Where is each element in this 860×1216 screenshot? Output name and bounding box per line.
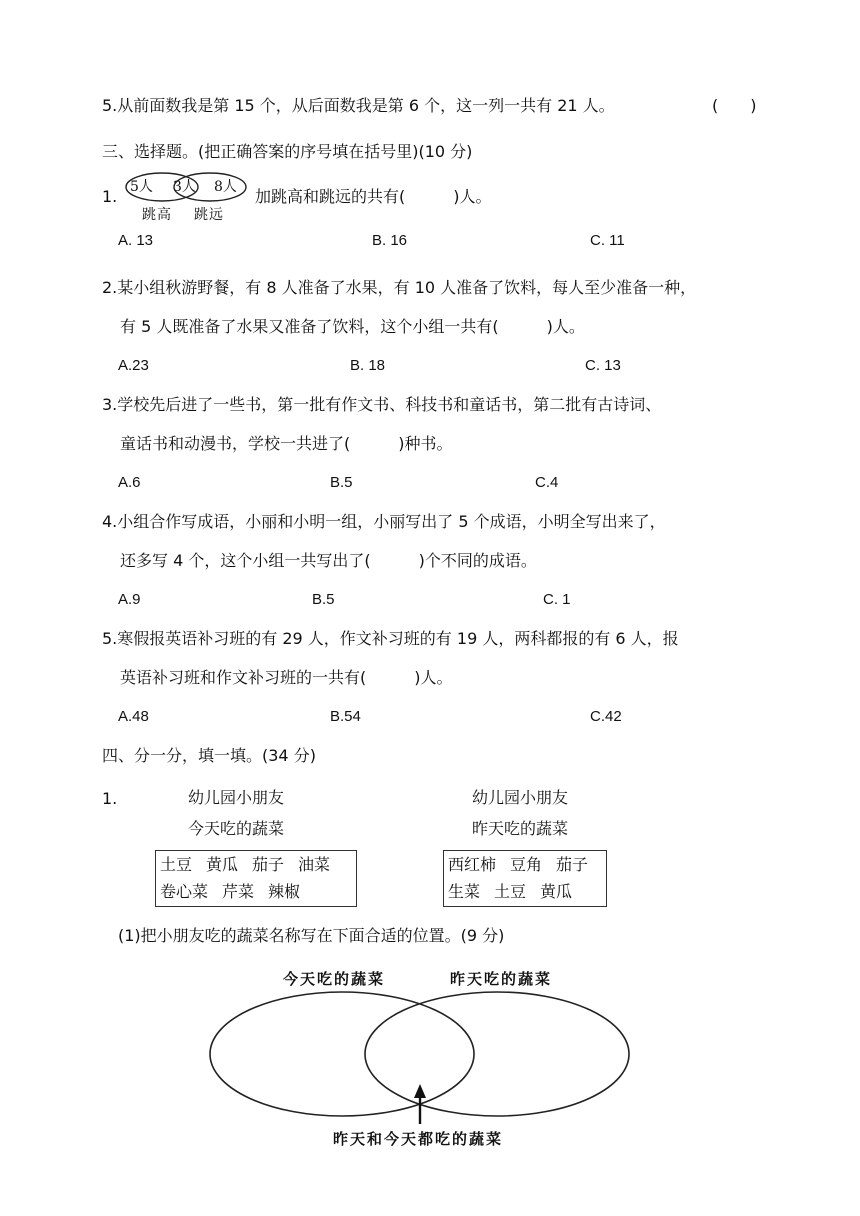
q3-option-a[interactable]: A.6 — [118, 474, 141, 491]
section-3-title: 三、选择题。(把正确答案的序号填在括号里)(10 分) — [102, 142, 473, 161]
q3-option-c[interactable]: C.4 — [535, 474, 559, 491]
venn-left-label: 今天吃的蔬菜 — [283, 970, 386, 988]
q3-line-1: 3.学校先后进了一些书，第一批有作文书、科技书和童话书，第二批有古诗词、 — [102, 395, 662, 414]
q1-text: 加跳高和跳远的共有( )人。 — [255, 187, 492, 206]
yesterday-card-title-1: 幼儿园小朋友 — [472, 788, 569, 807]
venn-today-oval[interactable] — [210, 992, 474, 1116]
q1-option-b[interactable]: B. 16 — [372, 232, 408, 249]
vegetable-item: 芹菜 — [222, 882, 255, 901]
mini-venn-mid-count: 3人 — [173, 179, 196, 195]
section-4-title: 四、分一分，填一填。(34 分) — [102, 746, 316, 765]
q2-option-a[interactable]: A.23 — [118, 357, 149, 374]
yesterday-vegetable-row-1 — [448, 855, 588, 875]
judge-answer-paren[interactable]: ( ) — [712, 96, 757, 115]
vegetable-item: 西红柿 — [448, 855, 497, 874]
vegetable-item: 卷心菜 — [160, 882, 209, 901]
today-vegetable-row-2 — [160, 882, 300, 902]
q2-option-b[interactable]: B. 18 — [350, 357, 386, 374]
q2-line-2: 有 5 人既准备了水果又准备了饮料，这个小组一共有( )人。 — [120, 317, 585, 336]
q5-option-a[interactable]: A.48 — [118, 708, 149, 725]
mini-venn-label-high-jump: 跳高 — [142, 207, 172, 223]
vegetable-item: 茄子 — [252, 855, 285, 874]
vegetable-item: 黄瓜 — [206, 855, 239, 874]
today-vegetable-row-1 — [160, 855, 330, 875]
q5-option-c[interactable]: C.42 — [590, 708, 622, 725]
q5-line-1: 5.寒假报英语补习班的有 29 人，作文补习班的有 19 人，两科都报的有 6 人，报 — [102, 629, 679, 648]
vegetable-item: 黄瓜 — [540, 882, 573, 901]
q4-line-2: 还多写 4 个，这个小组一共写出了( )个不同的成语。 — [120, 551, 537, 570]
judge-question-5: 5.从前面数我是第 15 个，从后面数我是第 6 个，这一列一共有 21 人。 — [102, 96, 615, 115]
q4-line-1: 4.小组合作写成语，小丽和小明一组，小丽写出了 5 个成语，小明全写出来了， — [102, 512, 666, 531]
mini-venn-right-count: 8人 — [214, 179, 237, 195]
section-4-sub-question-1: (1)把小朋友吃的蔬菜名称写在下面合适的位置。(9 分) — [118, 926, 505, 945]
mini-venn-label-long-jump: 跳远 — [194, 207, 224, 223]
section-4-q1-number: 1. — [102, 789, 118, 808]
venn-arrow-head-icon — [414, 1084, 426, 1098]
vegetable-item: 茄子 — [556, 855, 589, 874]
q5-line-2: 英语补习班和作文补习班的一共有( )人。 — [120, 668, 453, 687]
q1-option-a[interactable]: A. 13 — [118, 232, 154, 249]
mini-venn-diagram — [124, 171, 250, 225]
q3-line-2: 童话书和动漫书，学校一共进了( )种书。 — [120, 434, 453, 453]
vegetable-item: 土豆 — [494, 882, 527, 901]
q4-option-c[interactable]: C. 1 — [543, 591, 571, 608]
q4-option-a[interactable]: A.9 — [118, 591, 141, 608]
today-card-title-2: 今天吃的蔬菜 — [188, 819, 285, 838]
q4-option-b[interactable]: B.5 — [312, 591, 335, 608]
venn-right-label: 昨天吃的蔬菜 — [450, 970, 553, 988]
vegetable-item: 油菜 — [298, 855, 331, 874]
mini-venn-left-count: 5人 — [130, 179, 153, 195]
q1-number: 1. — [102, 187, 118, 206]
yesterday-card-title-2: 昨天吃的蔬菜 — [472, 819, 569, 838]
q1-option-c[interactable]: C. 11 — [590, 232, 625, 249]
venn-bottom-label: 昨天和今天都吃的蔬菜 — [333, 1130, 504, 1148]
today-card-title-1: 幼儿园小朋友 — [188, 788, 285, 807]
q2-option-c[interactable]: C. 13 — [585, 357, 621, 374]
q2-line-1: 2.某小组秋游野餐，有 8 人准备了水果，有 10 人准备了饮料，每人至少准备一种， — [102, 278, 697, 297]
vegetable-item: 辣椒 — [268, 882, 301, 901]
venn-yesterday-oval[interactable] — [365, 992, 629, 1116]
q3-option-b[interactable]: B.5 — [330, 474, 353, 491]
q5-option-b[interactable]: B.54 — [330, 708, 361, 725]
vegetable-item: 豆角 — [510, 855, 543, 874]
vegetable-item: 土豆 — [160, 855, 193, 874]
yesterday-vegetable-row-2 — [448, 882, 572, 902]
vegetable-item: 生菜 — [448, 882, 481, 901]
